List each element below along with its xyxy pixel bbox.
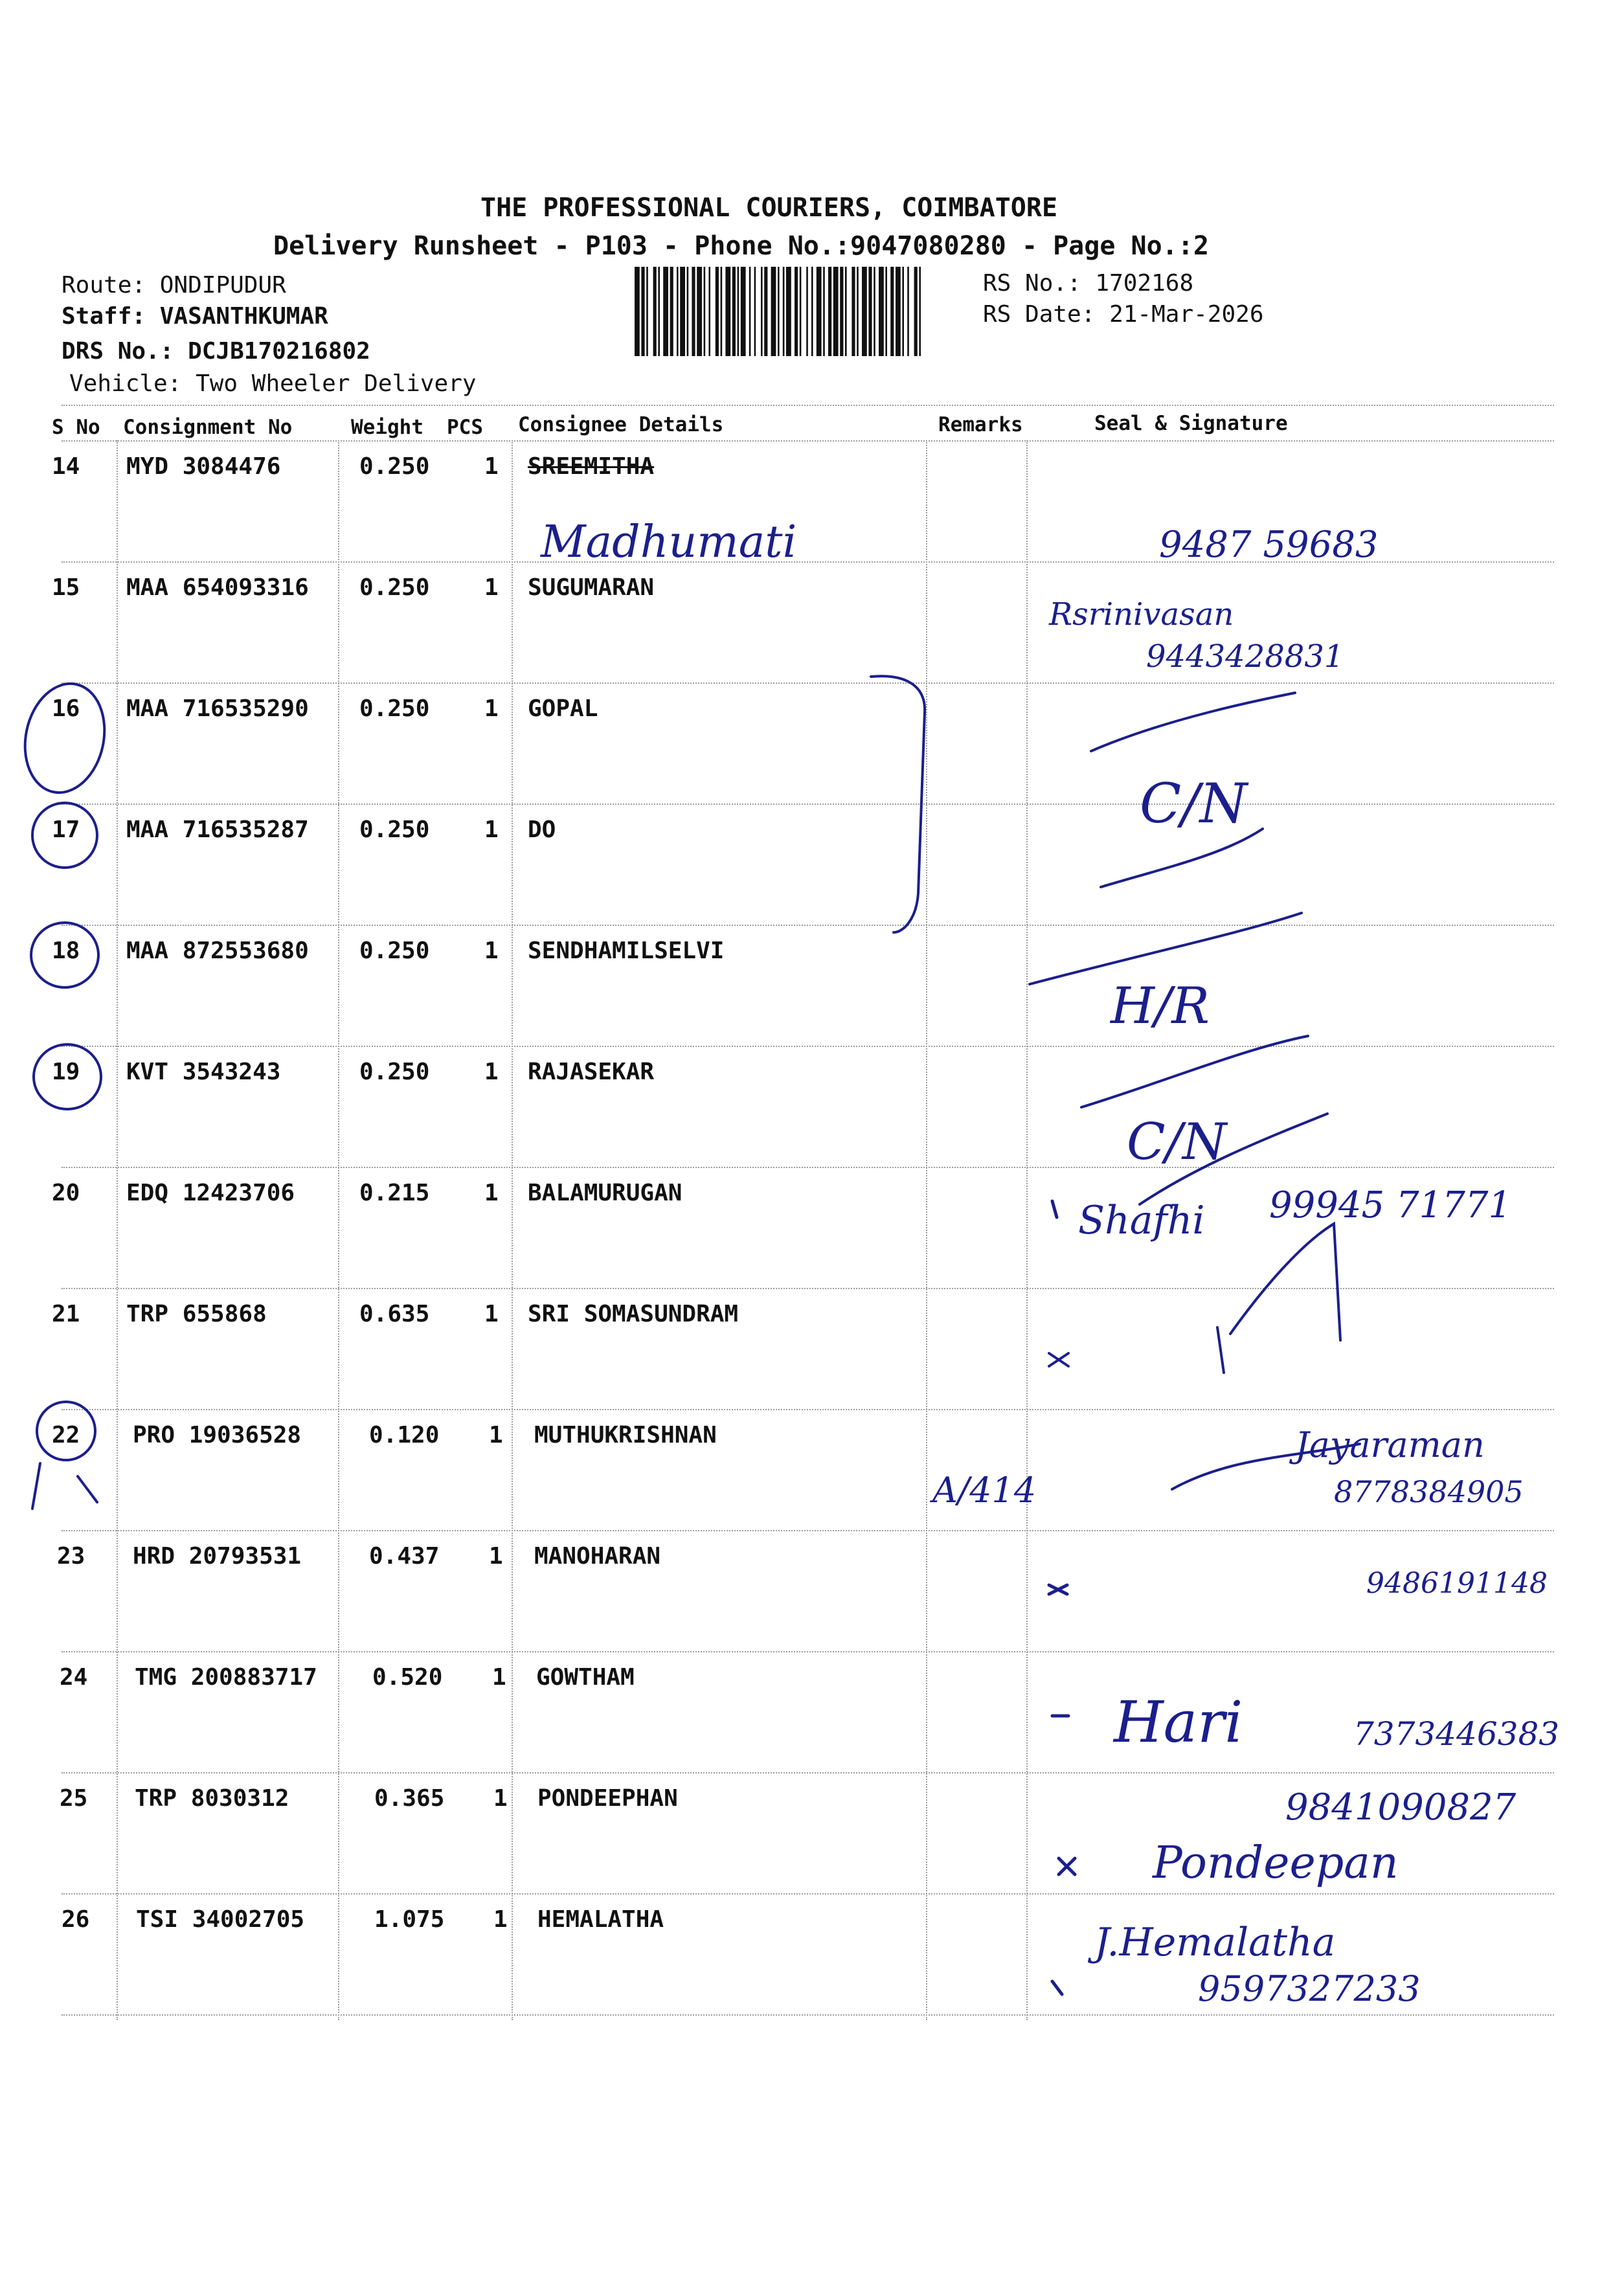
row-pcs: 1 — [484, 574, 499, 601]
row-consignment: TRP 8030312 — [135, 1785, 289, 1812]
company-title: THE PROFESSIONAL COURIERS, COIMBATORE — [480, 193, 1058, 223]
row-pcs: 1 — [484, 1059, 499, 1085]
row-consignment: MAA 654093316 — [126, 574, 309, 601]
row-weight: 0.250 — [359, 695, 430, 722]
rs-no-value: 1702168 — [1095, 270, 1194, 297]
row-pcs: 1 — [484, 816, 499, 843]
tick-mark — [1052, 1981, 1062, 1994]
handwritten-phone: 9486191148 — [1366, 1567, 1548, 1600]
route-label: Route: — [62, 272, 146, 298]
row-weight: 0.250 — [359, 574, 430, 601]
signature-stroke — [1217, 1224, 1340, 1373]
handwritten-phone: 99945 71771 — [1269, 1184, 1512, 1226]
row-sno: 15 — [52, 574, 80, 601]
sno-circle — [37, 1402, 95, 1460]
row-consignee: SRI SOMASUNDRAM — [528, 1301, 739, 1327]
sno-circle — [34, 1044, 101, 1109]
runsheet-title: Delivery Runsheet - P103 - Phone No.:9047080280 - Page No.:2 — [273, 231, 1209, 261]
row-weight: 0.437 — [369, 1543, 440, 1570]
drs-label: DRS No.: — [62, 338, 174, 365]
row-consignee: MANOHARAN — [534, 1543, 661, 1570]
row-sno: 23 — [57, 1543, 85, 1570]
handwritten-signature: Jayaraman — [1295, 1424, 1485, 1465]
row-consignee: GOPAL — [528, 695, 598, 722]
sno-circle — [32, 803, 97, 868]
col-remarks: Remarks — [938, 413, 1023, 436]
row-consignment: HRD 20793531 — [133, 1543, 302, 1570]
handwritten-mark: H/R — [1111, 977, 1210, 1035]
handwritten-phone: 8778384905 — [1334, 1474, 1524, 1509]
handwritten-signature: Hari — [1114, 1689, 1243, 1755]
row-sno: 21 — [52, 1301, 80, 1327]
row-consignee: MUTHUKRISHNAN — [534, 1422, 717, 1448]
row-pcs: 1 — [484, 1180, 499, 1206]
row-weight: 0.365 — [374, 1785, 445, 1812]
row-pcs: 1 — [489, 1422, 503, 1448]
row-weight: 0.215 — [359, 1180, 430, 1206]
vehicle-label: Vehicle: — [69, 370, 182, 397]
row-pcs: 1 — [492, 1664, 506, 1691]
row-consignee: HEMALATHA — [537, 1906, 664, 1933]
row-consignee: SENDHAMILSELVI — [528, 938, 725, 964]
rs-no-label: RS No.: — [983, 270, 1081, 297]
row-weight: 1.075 — [374, 1906, 445, 1933]
row-consignee: RAJASEKAR — [528, 1059, 655, 1085]
row-weight: 0.250 — [359, 938, 430, 964]
row-sno: 20 — [52, 1180, 80, 1206]
row-pcs: 1 — [484, 1301, 499, 1327]
handwritten-phone: 9443428831 — [1146, 638, 1344, 675]
row-consignment: TSI 34002705 — [136, 1906, 305, 1933]
handwritten-signature: 9487 59683 — [1159, 524, 1379, 566]
handwritten-mark: C/N — [1127, 1113, 1227, 1171]
row-weight: 0.250 — [359, 816, 430, 843]
row-weight: 0.250 — [359, 1059, 430, 1085]
row-consignment: PRO 19036528 — [133, 1422, 302, 1448]
handwritten-signature: Pondeepan — [1153, 1838, 1399, 1889]
handwritten-phone: 7373446383 — [1353, 1715, 1560, 1753]
row-weight: 0.120 — [369, 1422, 440, 1448]
row-sno: 24 — [60, 1664, 88, 1691]
row-sno: 18 — [52, 938, 80, 964]
col-pcs: PCS — [447, 416, 483, 439]
rs-date-value: 21-Mar-2026 — [1109, 301, 1264, 328]
row-sno: 17 — [52, 816, 80, 843]
signature-stroke — [1081, 1036, 1308, 1107]
row-consignment: TRP 655868 — [126, 1301, 267, 1327]
signature-stroke — [1049, 1353, 1068, 1366]
row-sno: 25 — [60, 1785, 88, 1812]
row-consignment: MAA 716535287 — [126, 816, 309, 843]
vehicle-value: Two Wheeler Delivery — [196, 370, 477, 397]
row-sno: 22 — [52, 1422, 80, 1448]
row-sno: 16 — [52, 695, 80, 722]
handwritten-mark: C/N — [1140, 772, 1248, 835]
row-weight: 0.635 — [359, 1301, 430, 1327]
staff-value: VASANTHKUMAR — [159, 303, 328, 330]
sno-circle — [31, 923, 98, 987]
row-consignment: KVT 3543243 — [126, 1059, 281, 1085]
row-pcs: 1 — [489, 1543, 503, 1570]
handwritten-phone: 9597327233 — [1198, 1968, 1421, 2009]
handwritten-signature: Rsrinivasan — [1049, 596, 1234, 633]
tick-mark — [1059, 1858, 1075, 1874]
margin-mark — [32, 1463, 97, 1509]
row-weight: 0.520 — [372, 1664, 443, 1691]
sno-circle — [16, 676, 115, 800]
row-consignment: EDQ 12423706 — [126, 1180, 295, 1206]
row-pcs: 1 — [484, 453, 499, 480]
handwritten-consignee: Madhumati — [541, 517, 797, 568]
row-consignee: PONDEEPHAN — [537, 1785, 678, 1812]
handwritten-phone: 9841090827 — [1285, 1786, 1517, 1829]
bracket-mark — [871, 676, 925, 932]
row-pcs: 1 — [493, 1906, 508, 1933]
row-sno: 19 — [52, 1059, 80, 1085]
tick-mark — [1052, 1201, 1057, 1217]
rs-date-label: RS Date: — [983, 301, 1096, 328]
col-consignee: Consignee Details — [518, 413, 724, 436]
staff-label: Staff: — [62, 303, 146, 330]
route-value: ONDIPUDUR — [159, 272, 286, 298]
handwritten-signature: J.Hemalatha — [1094, 1920, 1336, 1965]
tick-mark — [1049, 1585, 1067, 1594]
row-consignment: TMG 200883717 — [135, 1664, 317, 1691]
row-pcs: 1 — [484, 938, 499, 964]
row-pcs: 1 — [484, 695, 499, 722]
col-sno: S No — [52, 416, 100, 439]
col-weight: Weight — [351, 416, 423, 439]
drs-value: DCJB170216802 — [188, 338, 370, 365]
row-consignee: SREEMITHA — [528, 453, 655, 480]
row-consignee: DO — [528, 816, 556, 843]
row-consignee: SUGUMARAN — [528, 574, 655, 601]
row-weight: 0.250 — [359, 453, 430, 480]
row-consignment: MAA 872553680 — [126, 938, 309, 964]
signature-stroke — [1101, 829, 1263, 887]
row-sno: 14 — [52, 453, 80, 480]
row-consignee: GOWTHAM — [536, 1664, 635, 1691]
col-seal-signature: Seal & Signature — [1094, 412, 1288, 435]
signature-stroke — [1030, 913, 1302, 984]
signature-stroke — [1091, 693, 1295, 751]
handwritten-remark: A/414 — [932, 1470, 1037, 1511]
col-consignment: Consignment No — [123, 416, 293, 439]
row-pcs: 1 — [493, 1785, 508, 1812]
row-sno: 26 — [62, 1906, 90, 1933]
handwritten-signature: Shafhi — [1078, 1198, 1205, 1243]
row-consignment: MYD 3084476 — [126, 453, 281, 480]
row-consignment: MAA 716535290 — [126, 695, 309, 722]
row-consignee: BALAMURUGAN — [528, 1180, 682, 1206]
